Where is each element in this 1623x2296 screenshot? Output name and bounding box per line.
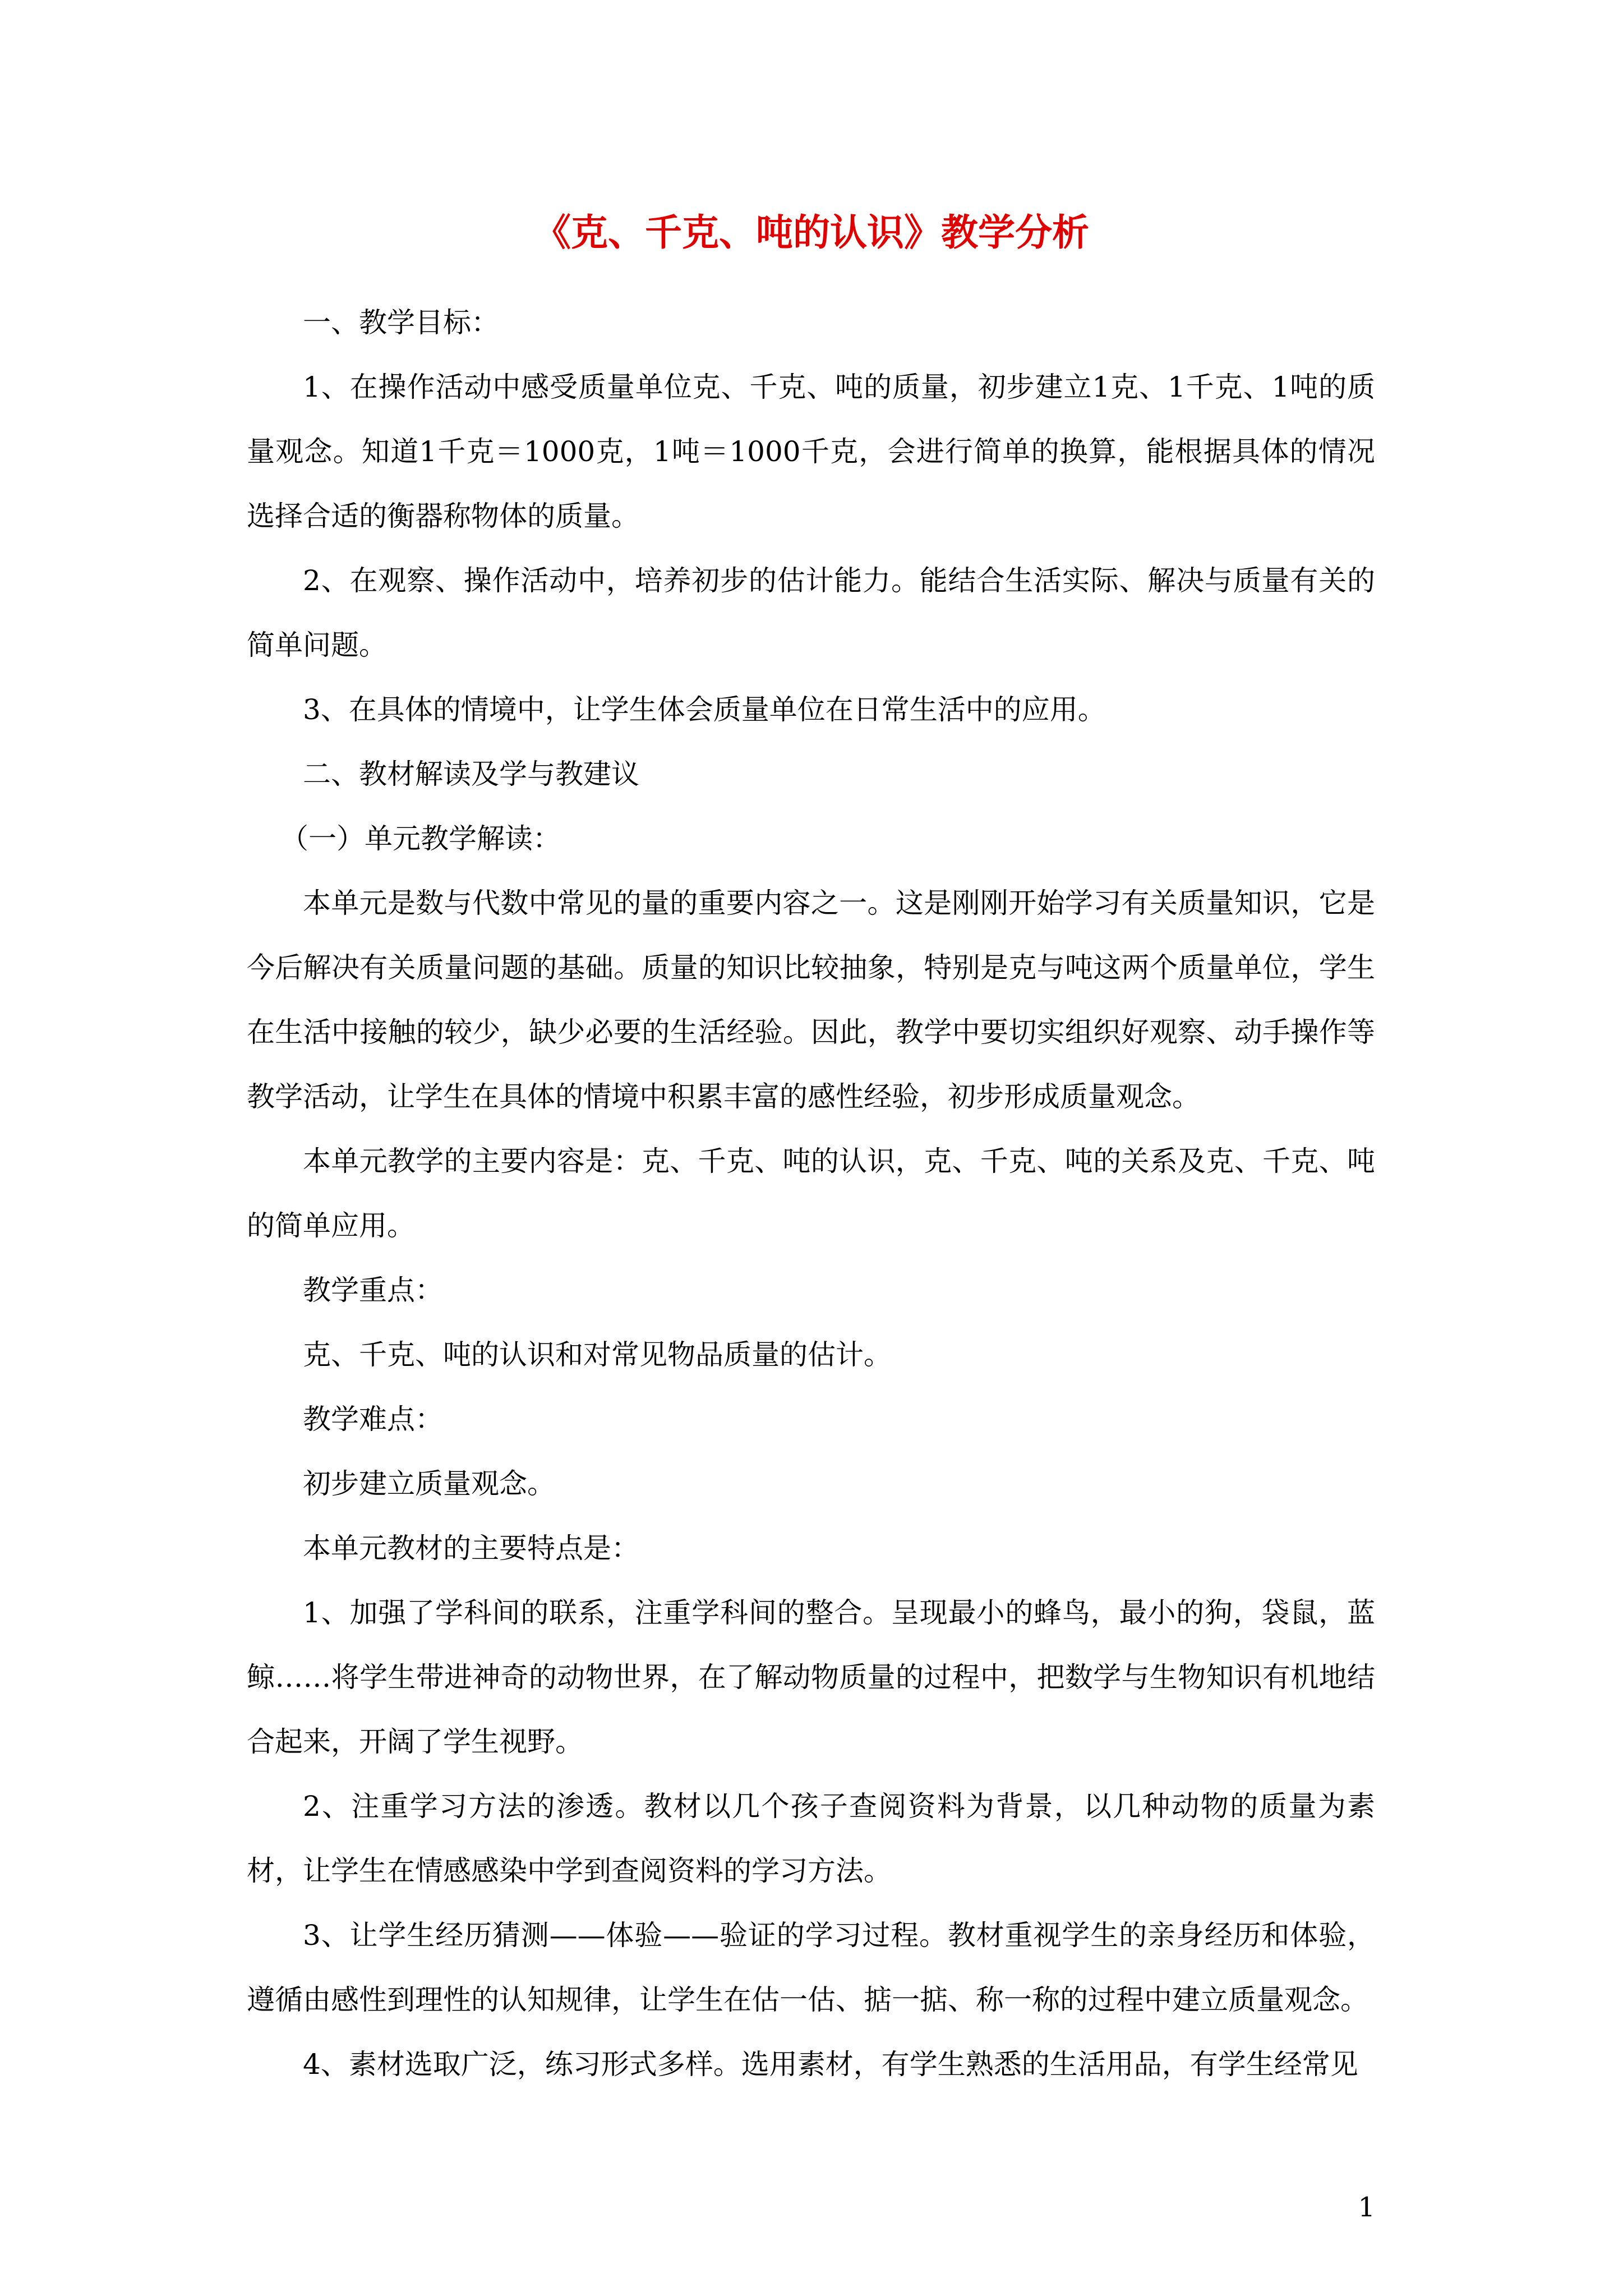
body-paragraph: 本单元是数与代数中常见的量的重要内容之一。这是刚刚开始学习有关质量知识，它是今后解决有关质量问题的基础。质量的知识比较抽象，特别是克与吨这两个质量单位，学生在生活中接触的较少，缺少必要的生活经验。因此，教学中要切实组织好观察、动手操作等教学活动，让学生在具体的情境中积累丰富的感性经验，初步形成质量观念。	[247, 887, 1375, 1113]
objective-3: 3、在具体的情境中，让学生体会质量单位在日常生活中的应用。	[303, 693, 1106, 726]
difficulties-heading: 教学难点：	[303, 1403, 443, 1435]
key-points-heading: 教学重点：	[303, 1274, 443, 1306]
feature-4: 4、素材选取广泛，练习形式多样。选用素材，有学生熟悉的生活用品，有学生经常见	[303, 2048, 1358, 2081]
key-points-text: 克、千克、吨的认识和对常见物品质量的估计。	[303, 1338, 892, 1371]
feature-2: 2、注重学习方法的渗透。教材以几个孩子查阅资料为背景，以几种动物的质量为素材，让学生在情感感染中学到查阅资料的学习方法。	[247, 1790, 1375, 1887]
section-heading-textbook: 二、教材解读及学与教建议	[303, 758, 639, 790]
feature-3: 3、让学生经历猜测——体验——验证的学习过程。教材重视学生的亲身经历和体验，遵循由感性到理性的认知规律，让学生在估一估、掂一掂、称一称的过程中建立质量观念。	[247, 1919, 1375, 2016]
objective-2: 2、在观察、操作活动中，培养初步的估计能力。能结合生活实际、解决与质量有关的简单问题。	[247, 564, 1375, 661]
subsection-heading-unit: （一）单元教学解读：	[280, 822, 561, 855]
feature-1: 1、加强了学科间的联系，注重学科间的整合。呈现最小的蜂鸟，最小的狗，袋鼠，蓝鲸……将学生带进神奇的动物世界，在了解动物质量的过程中，把数学与生物知识有机地结合起来，开阔了学生视野。	[247, 1596, 1375, 1758]
section-heading-objectives: 一、教学目标：	[303, 306, 499, 339]
body-paragraph: 本单元教学的主要内容是：克、千克、吨的认识，克、千克、吨的关系及克、千克、吨的简单应用。	[247, 1145, 1375, 1242]
objective-1: 1、在操作活动中感受质量单位克、千克、吨的质量，初步建立1克、1千克、1吨的质量观念。知道1千克＝1000克，1吨＝1000千克，会进行简单的换算，能根据具体的情况选择合适的衡器称物体的质量。	[247, 371, 1375, 532]
document-body	[247, 291, 1375, 2097]
features-heading: 本单元教材的主要特点是：	[303, 1532, 639, 1565]
page-title: 《克、千克、吨的认识》教学分析	[534, 211, 1089, 254]
difficulties-text: 初步建立质量观念。	[303, 1467, 555, 1500]
page-number: 1	[1358, 2192, 1375, 2223]
